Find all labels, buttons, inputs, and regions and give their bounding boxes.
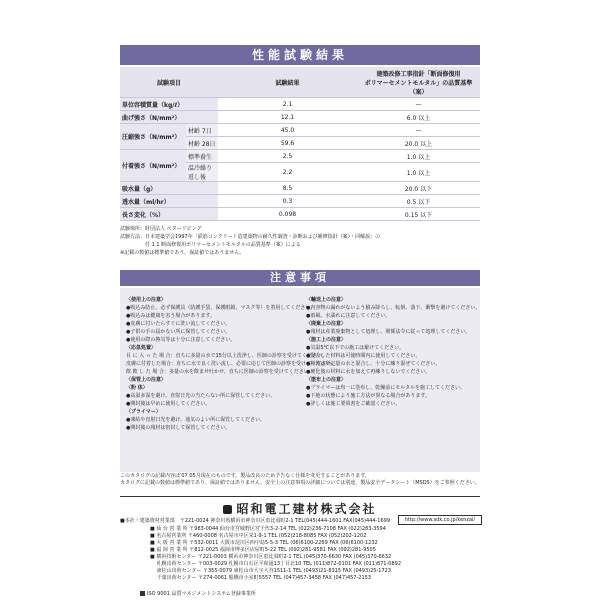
- caution-title: 注意事項: [120, 270, 480, 286]
- caution-text: ●気温5℃以下での施工は避けてください。: [306, 345, 405, 351]
- branch-line: ■ 福 岡 営 業 所 〒812-0025 福岡市博多区店屋町5-22 TEL (092)281-9581 FAX (092)281-9505: [150, 547, 376, 553]
- row-standard: —: [357, 124, 480, 137]
- caution-text: ●子供の手の届かない所に保管してください。: [126, 329, 231, 335]
- header-standard: [357, 67, 480, 98]
- caution-heading: 〈プライマー〉: [126, 409, 161, 415]
- header-standard-line1: 建築改修工事指針「断面修復用: [376, 70, 461, 78]
- caution-text: ●吸込み防止、必ず保護具（防護手袋、保護眼鏡、マスク等）を着用してください。: [126, 305, 316, 311]
- branch-line: ■ 大 阪 営 業 所 〒532-0011 大阪市淀川区西中島5-5-3 TEL (06)6100-2269 FAX (06)6100-1232: [150, 540, 378, 546]
- table-row: [120, 208, 480, 221]
- caution-text: ●使用の際の換気等は十分に注意してください。: [126, 337, 236, 343]
- table-row: [120, 195, 480, 208]
- row-standard: 1.0 以上: [357, 163, 480, 182]
- row-standard: 20.0 以上: [357, 137, 480, 150]
- caution-text: 飲 飲 し た 場 合：多量の水を飲ませ吐かせ、直ちに医師の診察を受けてください。: [126, 369, 314, 375]
- caution-text: 皮膚に付着した場合：直ちに水で良く洗い流し、必要に応じて医師の診察を受けてください。: [126, 361, 337, 367]
- note-line: 試験方法：日本建築学会1997年「鉄筋コンクリート造建築物の耐久性調査・診断および補修指針（案）・同解説」の: [120, 234, 381, 240]
- caution-heading: 〈使用上の注意〉: [126, 297, 167, 303]
- row-standard: —: [357, 98, 480, 111]
- row-value: 0.098: [218, 208, 357, 221]
- caution-text: ●硬化後の材料に水を加えて再練りしないでください。: [306, 369, 431, 375]
- caution-text: ●開封後の残材は密封して保管してください。: [126, 425, 231, 431]
- row-item: 付着強さ（N/mm²）: [120, 150, 186, 182]
- branch-line: 千葉出荷センター 〒274-0061 船橋市小室町5557 TEL (047)457-3458 FAX (047)457-2153: [150, 575, 372, 581]
- branch-line: 札幌出荷センター 〒003-0029 札幌市白石区平和通13丁目北10 TEL (011)872-0101 FAX (011)871-0892: [150, 561, 402, 567]
- results-title: 性能試験結果: [120, 45, 480, 65]
- table-row: [120, 111, 480, 124]
- caution-right-column: [306, 296, 481, 466]
- row-value: 8.5: [218, 182, 357, 195]
- table-row: [120, 124, 480, 137]
- test-notes: [120, 225, 480, 257]
- row-value: 2.5: [218, 150, 357, 163]
- catalog-footnote: [120, 473, 480, 487]
- results-table: [120, 67, 480, 221]
- row-value: 45.0: [218, 124, 357, 137]
- row-sub: 温冷繰り返し後: [186, 163, 218, 182]
- caution-heading: 〈保管上の注意〉: [126, 377, 167, 383]
- iso-text: ISO 9001 品質マネジメントシステム登録事業所: [147, 591, 256, 597]
- divider: [120, 496, 480, 497]
- row-standard: 20.0 以下: [357, 182, 480, 195]
- caution-text: ●内容物の漏れがないよう積み降ろし、転倒、落下、衝撃を避けてください。: [306, 305, 481, 311]
- row-item: 単位容積質量（kg/ℓ）: [120, 98, 218, 111]
- company-name: [0, 500, 600, 517]
- header-item: 試験項目: [120, 67, 218, 98]
- note-line: 試験場所：財団法人 ベターリビング: [120, 226, 202, 232]
- company-name-text: 昭和電工建材株式会社: [236, 502, 377, 516]
- website-url[interactable]: http://www.sdk.co.jp/kenzai/: [398, 515, 482, 525]
- table-row: [120, 182, 480, 195]
- caution-heading: 〈輸送上の注意〉: [306, 297, 347, 303]
- row-sub: 標準養生: [186, 150, 218, 163]
- row-value: 12.1: [218, 111, 357, 124]
- branch-line: 東松山出荷センター 〒355-0079 東松山市大字大谷1511-1 TEL (0493)21-8315 FAX (0493)25-1723: [150, 568, 392, 574]
- company-logo-icon: [223, 505, 232, 514]
- row-value: 2.2: [218, 163, 357, 182]
- row-item: 圧縮強さ（N/mm²）: [120, 124, 186, 150]
- caution-heading: 〈施工上の注意〉: [306, 337, 347, 343]
- footnote-line: このカタログの記載内容は'07.05月現在のものです。製品改良のため予告なく仕様を変更することがあります。: [120, 473, 370, 479]
- footnote-line: カタログに記載の数値は標準値であり、保証値ではありません。安全上の注意事項の詳細については別途、製品安全データシート（MSDS）をご参照ください。: [120, 480, 480, 486]
- branch-line: ■ 仙 台 営 業 所 〒983-0044 仙台市宮城野区宮千代3-2-14 TEL (022)236-7108 FAX (022)283-3594: [150, 526, 386, 532]
- caution-heading: 〈塗布上の注意〉: [306, 377, 347, 383]
- caution-heading: 〈粉 体〉: [126, 385, 148, 391]
- caution-heading: 〈廃棄上の注意〉: [306, 321, 347, 327]
- caution-text: ●下地の状態により施工方法が異なる場合があります。: [306, 393, 430, 399]
- row-sub: 材齢 7日: [186, 124, 218, 137]
- table-row: [120, 98, 480, 111]
- row-item: 吸水量（g）: [120, 182, 218, 195]
- header-result: 試験結果: [218, 67, 357, 98]
- caution-text: ●粉体は所定量の水と混合し、十分に練り混ぜてください。: [306, 361, 441, 367]
- caution-text: ●残材は産業廃棄物として処理し、関係法令に従って処理してください。: [306, 329, 471, 335]
- note-line: ※記載の数値は標準値であり、保証値ではありません。: [120, 250, 245, 256]
- headquarters-address: ■本社・建築資材営業部 〒221-0024 神奈川県横浜市神奈川区恵比須町2-1 TEL(045)444-1601 FAX(045)444-1699: [120, 518, 391, 524]
- row-item: 透水量（ml/hr）: [120, 195, 218, 208]
- caution-text: ●高温多湿を避け、直射日光の当たらない所に保管してください。: [126, 393, 276, 399]
- caution-text: ●皮膚に付いたらすぐに洗い流してください。: [126, 321, 231, 327]
- caution-text: ●凍結や直射日光を避け、通気のよい所に保管してください。: [126, 417, 266, 423]
- row-value: 2.1: [218, 98, 357, 111]
- branch-line: ■ 横浜技術センター 〒221-0003 横浜市神奈川区恵比須町2-1 TEL (045)370-6630 FAX (045)370-6632: [150, 554, 392, 560]
- row-item: 曲げ強さ（N/mm²）: [120, 111, 218, 124]
- caution-heading: 〈応急処置〉: [126, 345, 157, 351]
- row-standard: 0.5 以下: [357, 195, 480, 208]
- iso-certification: [140, 590, 256, 597]
- header-standard-line2: ポリマーセメントモルタル」の品質基準（案）: [364, 79, 473, 96]
- caution-text: 目 に 入 っ た 場 合：直ちに多量の水で15分以上洗浄し、医師の診察を受けてください。: [126, 353, 327, 359]
- iso-mark-icon: [140, 591, 145, 596]
- caution-box: [120, 288, 480, 472]
- table-row: [120, 150, 480, 163]
- row-standard: 6.0 以上: [357, 111, 480, 124]
- caution-text: ●開封後は早めに使用してください。: [126, 401, 211, 407]
- branch-list: [150, 526, 470, 582]
- note-line: 付 1.1 断面修復用ポリマーセメントモルタルの品質基準（案）による: [120, 242, 301, 248]
- row-value: 59.6: [218, 137, 357, 150]
- row-item: 長さ変化（%）: [120, 208, 218, 221]
- branch-line: ■ 名古屋営業所 〒460-0008 名古屋市中区栄1-9-1 TEL (052)218-8085 FAX (052)202-1202: [150, 533, 367, 539]
- caution-text: ●詳しくは施工要領書をご確認ください。: [306, 401, 401, 407]
- row-sub: 材齢 28日: [186, 137, 218, 150]
- row-standard: 0.15 以下: [357, 208, 480, 221]
- row-standard: 1.0 以上: [357, 150, 480, 163]
- row-value: 0.3: [218, 195, 357, 208]
- caution-text: ●吸込みは健康を害う場合があります。: [126, 313, 215, 319]
- caution-text: ●混合した材料は可使時間内に使用してください。: [306, 353, 421, 359]
- caution-text: ●プライマーは均一に塗布し、乾燥前にモルタルを施工してください。: [306, 385, 466, 391]
- caution-text: ●雨風、水濡れに注意してください。: [306, 313, 391, 319]
